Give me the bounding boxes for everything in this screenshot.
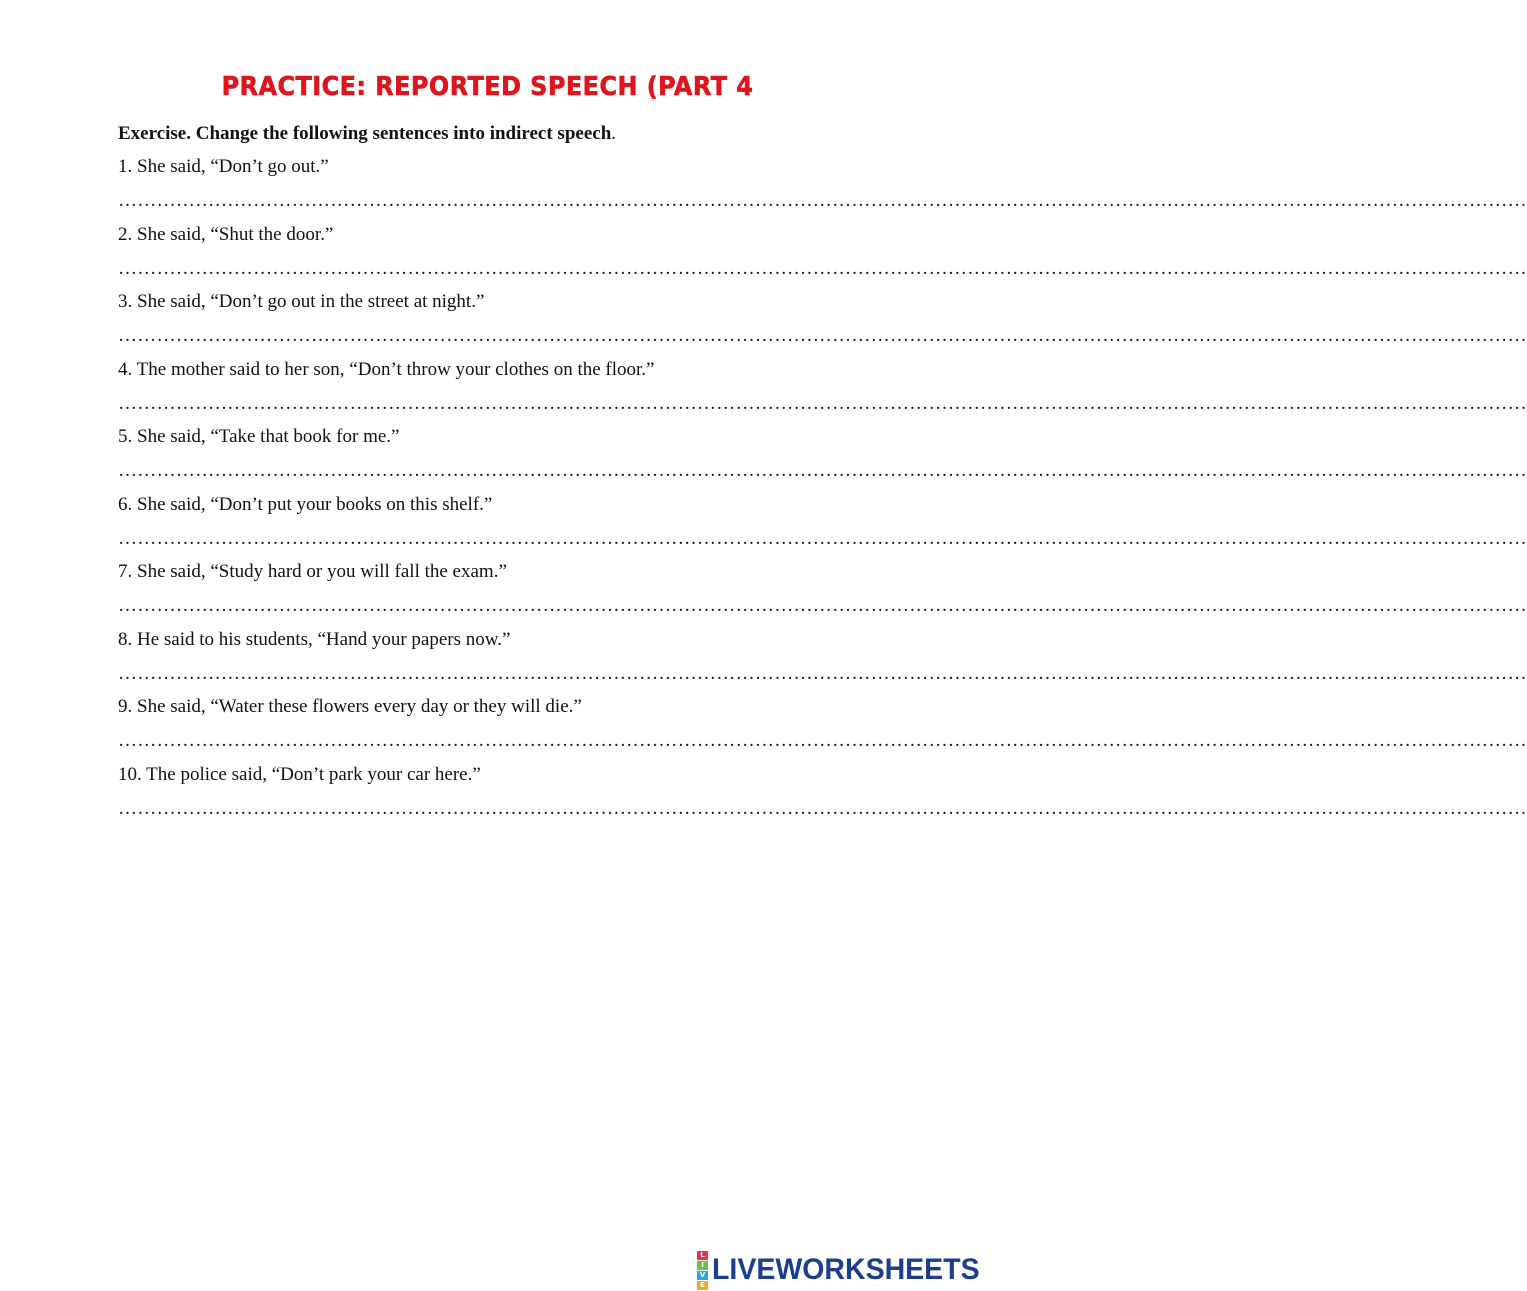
question-item-8 [118,628,1527,697]
question-item-4 [118,358,1527,427]
question-item-7 [118,561,1527,629]
question-text: 8. He said to his students, “Hand your papers now.” [118,628,511,650]
question-item-10 [118,763,1527,832]
instruction-text: Exercise. Change the following sentences into indirect speech [118,123,612,144]
question-item-6 [118,493,1527,562]
answer-line[interactable]: ………………………………………………………………………………………………………………………………………………………………………………………………… [118,662,1527,684]
question-text: 7. She said, “Study hard or you will fall the exam.” [118,561,507,582]
question-item-3 [118,291,1527,359]
question-item-5 [118,426,1527,494]
question-text: 3. She said, “Don’t go out in the street at night.” [118,291,485,312]
question-item-2 [118,223,1527,292]
answer-line[interactable]: ………………………………………………………………………………………………………………………………………………………………………………………………… [118,527,1527,549]
instruction-period: . [611,123,617,144]
answer-line[interactable]: ………………………………………………………………………………………………………………………………………………………………………………………………… [118,595,1527,616]
question-item-1 [118,156,1527,224]
answer-line[interactable]: ………………………………………………………………………………………………………………………………………………………………………………………………… [118,730,1527,751]
question-text: 1. She said, “Don’t go out.” [118,156,329,177]
question-text: 2. She said, “Shut the door.” [118,223,334,245]
answer-line[interactable]: ………………………………………………………………………………………………………………………………………………………………………………………………… [118,392,1527,414]
question-item-9 [118,696,1527,764]
logo-letter-v: V [697,1271,708,1280]
answer-line[interactable]: ………………………………………………………………………………………………………………………………………………………………………………………………… [118,325,1527,346]
page-title: PRACTICE: REPORTED SPEECH (PART 4 [221,72,754,102]
answer-line[interactable]: ………………………………………………………………………………………………………………………………………………………………………………………………… [118,797,1527,819]
question-text: 5. She said, “Take that book for me.” [118,426,400,447]
answer-line[interactable]: ………………………………………………………………………………………………………………………………………………………………………………………………… [118,257,1527,279]
question-text: 4. The mother said to her son, “Don’t throw your clothes on the floor.” [118,358,655,380]
logo-letter-l: L [697,1251,708,1260]
liveworksheets-logo-icon [697,1251,708,1290]
question-list [118,156,1527,831]
question-text: 6. She said, “Don’t put your books on this shelf.” [118,493,493,515]
logo-letter-i: I [697,1261,708,1270]
logo-letter-e: E [697,1281,708,1290]
question-text: 10. The police said, “Don’t park your car here.” [118,763,481,785]
answer-line[interactable]: ………………………………………………………………………………………………………………………………………………………………………………………………… [118,460,1527,481]
exercise-instruction [118,123,616,145]
question-text: 9. She said, “Water these flowers every day or they will die.” [118,696,582,717]
brand-text: LIVEWORKSHEETS [712,1253,980,1286]
answer-line[interactable]: ………………………………………………………………………………………………………………………………………………………………………………………………… [118,190,1527,211]
liveworksheets-brand [697,1250,994,1289]
